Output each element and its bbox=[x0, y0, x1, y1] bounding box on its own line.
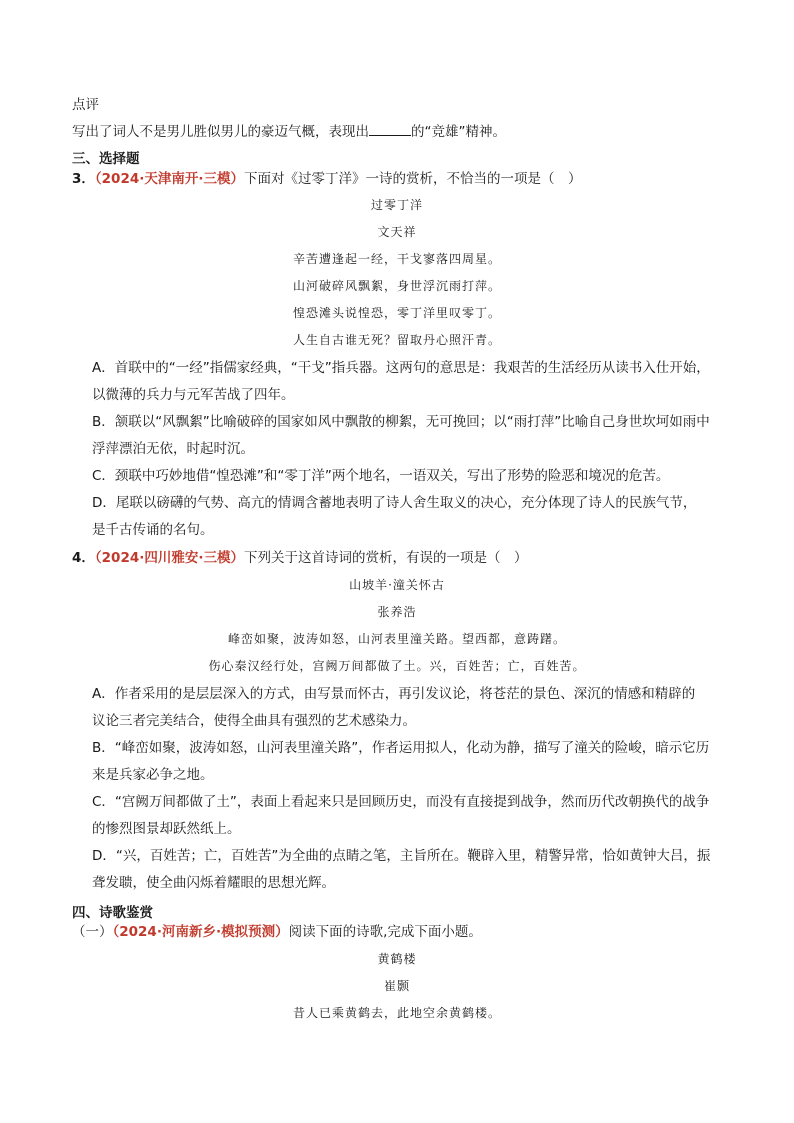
poem-title: 山坡羊·潼关怀古 bbox=[349, 578, 445, 592]
part-1-stem bbox=[72, 922, 482, 942]
poem-line: 峰峦如聚，波涛如怒，山河表里潼关路。望西都，意踌躇。 bbox=[227, 632, 566, 646]
review-text-after: 的“竞雄”精神。 bbox=[411, 124, 506, 140]
poem-line: 惶恐滩头说惶恐，零丁洋里叹零丁。 bbox=[292, 306, 501, 320]
poem-line: 辛苦遭逢起一经，干戈寥落四周星。 bbox=[292, 252, 501, 266]
poem-line: 昔人已乘黄鹤去，此地空余黄鹤楼。 bbox=[292, 1006, 501, 1020]
poem-author: 崔颢 bbox=[383, 979, 410, 993]
question-4-stem bbox=[72, 548, 528, 568]
question-3-stem bbox=[72, 169, 582, 189]
question-text: 下面对《过零丁洋》一诗的赏析，不恰当的一项是（ ） bbox=[244, 171, 582, 187]
question-text: 下列关于这首诗词的赏析，有误的一项是（ ） bbox=[244, 550, 528, 566]
question-text: 阅读下面的诗歌,完成下面小题。 bbox=[288, 924, 482, 940]
section-title-poetry: 四、诗歌鉴赏 bbox=[72, 905, 153, 921]
answer-blank[interactable] bbox=[369, 122, 411, 136]
option-c[interactable]: C．“宫阙万间都做了土”，表面上看起来只是回顾历史，而没有直接提到战争，然而历代改朝换代的战争 的惨烈图景却跃然纸上。 bbox=[92, 794, 710, 837]
section-title-choice: 三、选择题 bbox=[72, 151, 140, 167]
question-source: （2024·天津南开·三模） bbox=[94, 171, 244, 187]
part-number: （一） bbox=[72, 924, 113, 940]
poem-title: 过零丁洋 bbox=[370, 198, 423, 212]
option-d[interactable]: D．“兴，百姓苦；亡，百姓苦”为全曲的点睛之笔，主旨所在。鞭辟入里，精警异常，恰如黄钟大吕，振 聋发聩，使全曲闪烁着耀眼的思想光辉。 bbox=[92, 848, 711, 891]
option-a[interactable]: A．首联中的“一经”指儒家经典，“干戈”指兵器。这两句的意思是：我艰苦的生活经历从读书入仕开始， 以微薄的兵力与元军苦战了四年。 bbox=[92, 360, 710, 403]
option-d[interactable]: D．尾联以磅礴的气势、高亢的情调含蓄地表明了诗人舍生取义的决心，充分体现了诗人的民族气节， 是千古传诵的名句。 bbox=[92, 495, 697, 538]
poem-title: 黄鹤楼 bbox=[377, 952, 417, 966]
question-source: （2024·四川雅安·三模） bbox=[94, 550, 244, 566]
option-b[interactable]: B．颔联以“风飘絮”比喻破碎的国家如风中飘散的柳絮，无可挽回；以“雨打萍”比喻自己身世坎坷如雨中 浮萍漂泊无依，时起时沉。 bbox=[92, 414, 710, 457]
review-text-before: 写出了词人不是男儿胜似男儿的豪迈气概，表现出 bbox=[72, 124, 369, 140]
review-heading: 点评 bbox=[72, 97, 99, 113]
option-a[interactable]: A．作者采用的是层层深入的方式，由写景而怀古，再引发议论，将苍茫的景色、深沉的情感和精辟的 议论三者完美结合，使得全曲具有强烈的艺术感染力。 bbox=[92, 686, 696, 729]
poem-line: 人生自古谁无死？留取丹心照汗青。 bbox=[292, 333, 501, 347]
poem-author: 张养浩 bbox=[377, 605, 417, 619]
review-text bbox=[72, 122, 506, 142]
question-source: （2024·河南新乡·模拟预测） bbox=[112, 924, 289, 940]
option-c[interactable]: C．颈联中巧妙地借“惶恐滩”和“零丁洋”两个地名，一语双关，写出了形势的险恶和境况的危苦。 bbox=[92, 468, 670, 484]
poem-author: 文天祥 bbox=[377, 225, 417, 239]
poem-line: 山河破碎风飘絮，身世浮沉雨打萍。 bbox=[292, 279, 501, 293]
option-b[interactable]: B．“峰峦如聚，波涛如怒，山河表里潼关路”，作者运用拟人，化动为静，描写了潼关的险峻，暗示它历 来是兵家必争之地。 bbox=[92, 740, 710, 783]
poem-line: 伤心秦汉经行处，宫阙万间都做了土。兴，百姓苦；亡，百姓苦。 bbox=[208, 659, 586, 673]
question-number: 4． bbox=[72, 550, 95, 566]
question-number: 3． bbox=[72, 171, 95, 187]
